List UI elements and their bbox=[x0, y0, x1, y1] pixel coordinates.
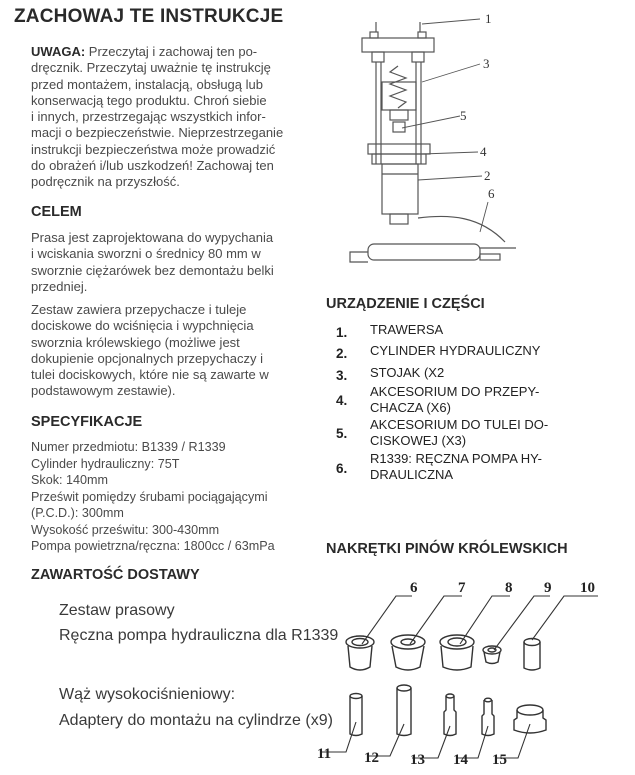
diagram-label-5: 5 bbox=[460, 108, 467, 123]
warning-line: podręcznik na przyszłość. bbox=[31, 174, 180, 190]
nut-label-14: 14 bbox=[453, 752, 468, 768]
purpose-paragraph-2 bbox=[31, 302, 321, 400]
warning-label: UWAGA: bbox=[31, 44, 86, 59]
pump-shape bbox=[368, 244, 480, 260]
purpose-line: i wciskania sworzni o średnicy 80 mm w bbox=[31, 246, 261, 262]
diagram-label-6: 6 bbox=[488, 186, 495, 201]
nut-11 bbox=[350, 694, 362, 736]
purpose-line: dociskowe do wciśnięcia i wypchnięcia bbox=[31, 318, 254, 334]
spec-line: Cylinder hydrauliczny: 75T bbox=[31, 456, 180, 471]
delivery-item: Wąż wysokociśnieniowy: bbox=[59, 686, 236, 703]
nut-8 bbox=[440, 635, 474, 670]
nut-12 bbox=[397, 685, 411, 736]
nut-7 bbox=[391, 635, 425, 670]
delivery-heading: ZAWARTOŚĆ DOSTAWY bbox=[31, 567, 200, 583]
part-item-5: 5. AKCESORIUM DO TULEI DO- CISKOWEJ (X3) bbox=[336, 417, 631, 451]
parts-list bbox=[336, 319, 631, 485]
purpose-line: Prasa jest zaprojektowana do wypychania bbox=[31, 230, 274, 245]
part-item-1: 1. TRAWERSA bbox=[336, 319, 631, 341]
adapter-shape bbox=[393, 122, 405, 132]
spec-line: Wysokość prześwitu: 300-430mm bbox=[31, 522, 220, 537]
nut-label-8: 8 bbox=[505, 580, 513, 596]
diagram-label-3: 3 bbox=[483, 56, 490, 71]
purpose-line: Zestaw zawiera przepychacze i tuleje bbox=[31, 302, 247, 317]
parts-heading: URZĄDZENIE I CZĘŚCI bbox=[326, 296, 485, 312]
nut-label-10: 10 bbox=[580, 580, 595, 596]
part-item-3: 3. STOJAK (X2 bbox=[336, 363, 631, 384]
part-label: CISKOWEJ (X3) bbox=[370, 432, 467, 448]
part-item-2: 2. CYLINDER HYDRAULICZNY bbox=[336, 341, 631, 363]
part-label: AKCESORIUM DO TULEI DO- bbox=[370, 417, 549, 432]
spec-line: Pompa powietrzna/ręczna: 1800cc / 63mPa bbox=[31, 539, 275, 553]
warning-line: i innych, przestrzegając wszystkich infor- bbox=[31, 109, 266, 125]
spec-line: Skok: 140mm bbox=[31, 473, 108, 487]
delivery-item: Ręczna pompa hydrauliczna dla R1339 bbox=[59, 627, 339, 644]
purpose-heading: CELEM bbox=[31, 204, 82, 220]
part-label: CHACZA (X6) bbox=[370, 399, 451, 415]
purpose-line: sworznia królewskiego (możliwe jest bbox=[31, 334, 240, 350]
nut-label-11: 11 bbox=[317, 746, 332, 762]
specs-list bbox=[31, 439, 275, 555]
specs-heading: SPECYFIKACJE bbox=[31, 414, 143, 430]
delivery-item: Adaptery do montażu na cylindrze (x9) bbox=[59, 712, 333, 729]
nut-label-7: 7 bbox=[458, 580, 466, 596]
king-pin-nuts-illustration bbox=[312, 572, 612, 772]
diagram-label-2: 2 bbox=[484, 168, 491, 183]
warning-line: instrukcji bezpieczeństwa może prowadzić bbox=[31, 141, 276, 157]
part-label: R1339: RĘCZNA POMPA HY- bbox=[370, 451, 542, 466]
part-label: STOJAK (X2 bbox=[370, 365, 445, 380]
cylinder-shape bbox=[382, 164, 418, 214]
purpose-line: tulei dociskowych, które nie są zawarte w bbox=[31, 367, 269, 383]
warning-line: Przeczytaj i zachowaj ten po- bbox=[85, 44, 258, 59]
part-label: TRAWERSA bbox=[370, 322, 444, 337]
warning-line: macji o bezpieczeństwie. Nieprzestrzeganie bbox=[31, 125, 284, 141]
nut-label-12: 12 bbox=[364, 750, 379, 766]
spec-line: Prześwit pomiędzy śrubami pociągającymi bbox=[31, 489, 268, 504]
nut-15 bbox=[514, 705, 546, 733]
nuts-heading: NAKRĘTKI PINÓW KRÓLEWSKICH bbox=[326, 541, 568, 557]
nut-6 bbox=[346, 636, 374, 670]
purpose-paragraph-1 bbox=[31, 230, 321, 295]
page-title: ZACHOWAJ TE INSTRUKCJE bbox=[14, 6, 284, 27]
purpose-line: dokupienie opcjonalnych przepychaczy i bbox=[31, 350, 263, 366]
nut-9 bbox=[483, 646, 501, 664]
diagram-label-1: 1 bbox=[485, 11, 492, 26]
part-label: CYLINDER HYDRAULICZNY bbox=[370, 343, 541, 358]
purpose-line: sworznie ciężarówek bez demontażu belki bbox=[31, 262, 274, 278]
warning-line: do obrażeń i/lub uszkodzeń! Zachowaj ten bbox=[31, 158, 274, 174]
nut-label-15: 15 bbox=[492, 752, 507, 768]
nut-label-9: 9 bbox=[544, 580, 552, 596]
warning-paragraph bbox=[31, 44, 321, 191]
spec-line: (P.C.D.): 300mm bbox=[31, 506, 124, 520]
purpose-line: podstawowym zestawie). bbox=[31, 383, 176, 399]
spec-line: Numer przedmiotu: B1339 / R1339 bbox=[31, 440, 226, 454]
nut-14 bbox=[482, 698, 494, 735]
part-label: AKCESORIUM DO PRZEPY- bbox=[370, 384, 540, 399]
press-diagram bbox=[340, 4, 530, 276]
warning-line: przed montażem, instalacją, obsługą lub bbox=[31, 76, 263, 92]
purpose-line: przedniej. bbox=[31, 278, 88, 294]
warning-line: dręcznik. Przeczytaj uważnie tę instrukcję bbox=[31, 60, 271, 76]
part-item-6: 6. R1339: RĘCZNA POMPA HY- DRAULICZNA bbox=[336, 451, 631, 485]
nut-label-13: 13 bbox=[410, 752, 425, 768]
nut-label-6: 6 bbox=[410, 580, 418, 596]
crossbeam-shape bbox=[362, 38, 434, 52]
nut-10 bbox=[524, 639, 540, 671]
part-item-4: 4. AKCESORIUM DO PRZEPY- CHACZA (X6) bbox=[336, 384, 631, 417]
nut-13 bbox=[444, 694, 456, 736]
part-label: DRAULICZNA bbox=[370, 466, 454, 482]
diagram-label-4: 4 bbox=[480, 144, 487, 159]
delivery-item: Zestaw prasowy bbox=[59, 602, 175, 619]
warning-line: konserwacją tego produktu. Chroń siebie bbox=[31, 92, 267, 108]
